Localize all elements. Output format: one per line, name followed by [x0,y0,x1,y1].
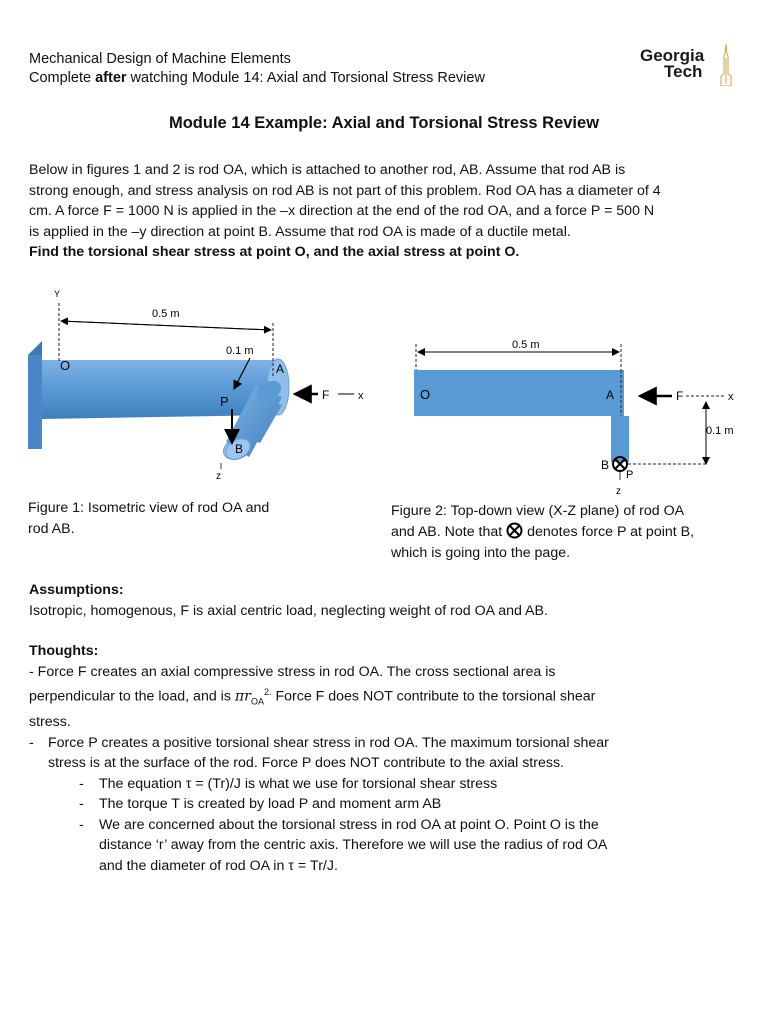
course-title: Mechanical Design of Machine Elements [29,51,291,67]
thought-bullet-2: - Force P creates a positive torsional shear stress in rod OA. The maximum torsional shear stress is at the surface of the rod. Force P does NOT contribute to the axial stress. [29,734,609,772]
sub-bullet: - The torque T is created by load P and moment arm AB [79,796,442,813]
assumptions-text: Isotropic, homogenous, F is axial centric load, neglecting weight of rod OA and AB. [29,602,548,619]
svg-text:z: z [616,486,621,497]
figure2-caption: Figure 2: Top-down view (X-Z plane) of rod OA and AB. Note that denotes force P at point B, which is going into the page. [391,503,695,561]
svg-text:F: F [322,388,330,402]
wall [28,355,42,449]
georgia-tech-logo: Georgia Tech [638,44,734,88]
svg-text:P: P [220,394,229,409]
fig1-length-label: 0.5 m [152,308,180,320]
figure1-caption: Figure 1: Isometric view of rod OA and rod AB. [28,500,270,537]
sub-bullet: - The equation τ = (Tr)/J is what we use for torsional shear stress [79,775,498,792]
figure2-topdown-diagram [404,330,754,500]
assumptions-heading: Assumptions: [29,582,124,598]
svg-text:x: x [728,391,734,403]
fig2-arm-label: 0.1 m [706,425,734,437]
assumptions-section [29,580,741,621]
thoughts-heading: Thoughts: [29,643,99,659]
svg-text:z: z [216,471,221,482]
svg-text:O: O [60,358,71,373]
svg-text:x: x [358,390,364,402]
svg-text:A: A [606,388,615,402]
rod-oa-top [414,370,624,416]
page-title: Module 14 Example: Axial and Torsional Stress Review [168,114,600,132]
svg-text:F: F [676,389,684,403]
problem-statement: Below in figures 1 and 2 is rod OA, which is attached to another rod, AB. Assume that rod AB is strong enough, and stress analysis on rod AB is not part of this problem. Rod OA has a diameter of 4 cm. A force F = 1000 N is applied in the –x direction at the end of the rod OA, and a force P = 500 N is applied in the –y direction at point B. Assume that rod OA is made of a ductile metal. Find the torsional shear stress at point O, and the axial stress at point O. [29,160,741,263]
thoughts-section: Thoughts: - Force F creates an axial compressive stress in rod OA. The cross sectional area is perpendicular to the load, and is $\pi r_{OA}^{2.}$ Force F does NOT contribute to the torsional shear stress. - Force P creates a positive torsional shear stress in rod OA. The maximum torsional shear stress is at the surface of the rod. Force P does NOT contribute to the axial stress. - The equation τ = (Tr)/J is what we use for torsional shear stress - The torque T is created by load P and moment arm AB - We are concerned about the torsional stress in rod OA at point O. Point O is the distance ‘r’ away from the centric axis. Therefore we will use the radius of rod OA and the diameter of rod OA in τ = Tr/J. [29,641,741,876]
rod-ab-top [611,416,629,462]
svg-text:O: O [420,387,431,402]
circled-x-icon [506,522,523,539]
course-instruction: Complete after watching Module 14: Axial and Torsional Stress Review [29,70,485,86]
svg-text:Y: Y [54,289,61,299]
figure1-isometric-diagram [20,285,390,485]
tower-icon [718,44,734,86]
svg-text:B: B [601,458,610,472]
svg-text:P: P [626,469,634,481]
fig2-length-label: 0.5 m [512,339,540,351]
task-statement: Find the torsional shear stress at point O, and the axial stress at point O. [29,244,520,260]
fig1-arm-label: 0.1 m [226,345,254,357]
sub-bullet: - We are concerned about the torsional stress in rod OA at point O. Point O is the distance ‘r’ away from the centric axis. Therefore we will use the radius of rod OA and the diameter of rod OA in τ = Tr/J. [79,816,608,874]
svg-text:A: A [276,362,285,376]
svg-text:B: B [235,442,244,456]
course-header [29,50,485,88]
